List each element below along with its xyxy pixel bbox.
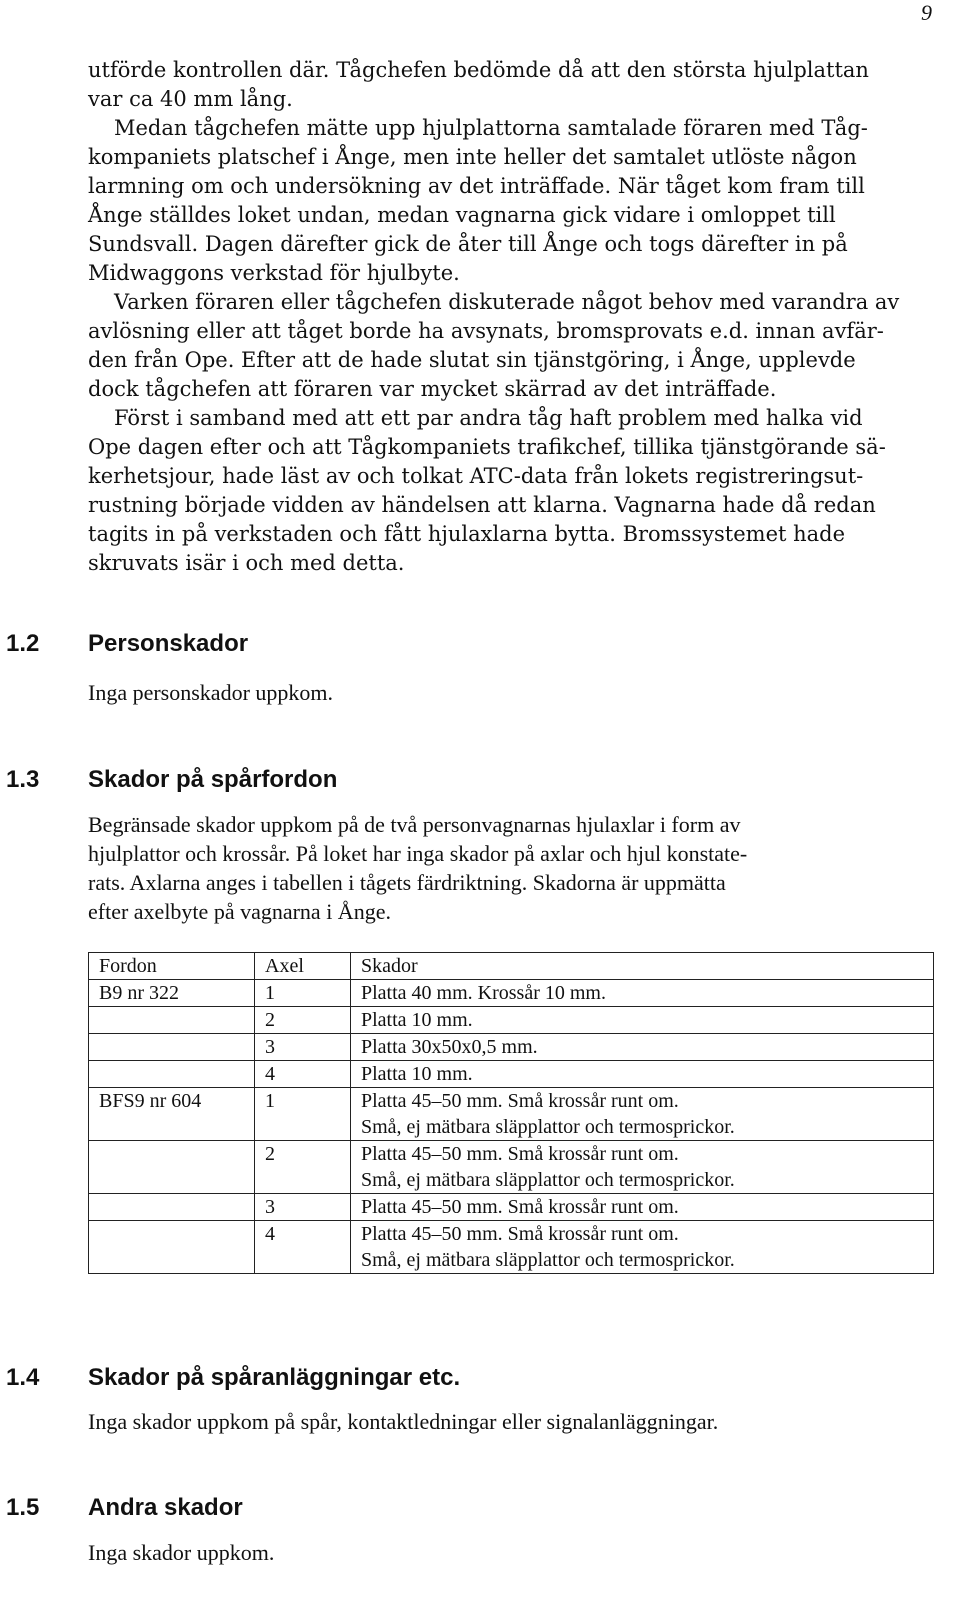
section-text: [88, 1407, 928, 1436]
text-line: rustning började vidden av händelsen att klarna. Vagnarna hade då redan: [88, 493, 876, 517]
text-line: den från Ope. Efter att de hade slutat sin tjänstgöring, i Ånge, upplevde: [88, 348, 856, 372]
text-line: kompaniets platschef i Ånge, men inte heller det samtalet utlöste någon: [88, 145, 857, 169]
text-line: Först i samband med att ett par andra tåg haft problem med halka vid: [114, 406, 863, 430]
damage-cell: [351, 1034, 934, 1061]
text-line: kerhetsjour, hade läst av och tolkat ATC-data från lokets registreringsut-: [88, 464, 864, 488]
section-heading: [0, 766, 960, 796]
section-number: 1.2: [6, 630, 40, 657]
text-line: efter axelbyte på vagnarna i Ånge.: [88, 899, 391, 924]
text-line: Midwaggons verkstad för hjulbyte.: [88, 261, 460, 285]
section-text: [88, 1538, 928, 1567]
damage-cell: [351, 1221, 934, 1274]
vehicle-cell: [89, 1007, 255, 1034]
text-line: tagits in på verkstaden och fått hjulaxlarna bytta. Bromssystemet hade: [88, 522, 846, 546]
section-title: Personskador: [88, 630, 249, 657]
text-line: utförde kontrollen där. Tågchefen bedömde då att den största hjulplattan: [88, 58, 869, 82]
damage-cell: [351, 1061, 934, 1088]
table-row: [89, 1221, 934, 1274]
text-line: skruvats isär i och med detta.: [88, 551, 405, 575]
text-line: var ca 40 mm lång.: [88, 87, 293, 111]
table-header-row: [89, 953, 934, 980]
damage-line: Platta 45–50 mm. Små krossår runt om.: [361, 1223, 679, 1245]
vehicle-cell: BFS9 nr 604: [89, 1088, 255, 1141]
text-line: Medan tågchefen mätte upp hjulplattorna samtalade föraren med Tåg-: [114, 116, 868, 140]
axle-cell: 4: [255, 1061, 351, 1088]
axle-cell: 4: [255, 1221, 351, 1274]
axle-cell: 1: [255, 1088, 351, 1141]
axle-cell: 1: [255, 980, 351, 1007]
text-line: Varken föraren eller tågchefen diskuterade något behov med varandra av: [114, 290, 900, 314]
table-row: [89, 1141, 934, 1194]
damage-cell: [351, 1007, 934, 1034]
text-line: Sundsvall. Dagen därefter gick de åter till Ånge och togs därefter in på: [88, 232, 848, 256]
damage-line: Platta 45–50 mm. Små krossår runt om.: [361, 1090, 679, 1112]
axle-cell: 3: [255, 1194, 351, 1221]
text-line: Inga skador uppkom.: [88, 1540, 275, 1565]
column-header: Skador: [351, 953, 934, 980]
section-text: [88, 810, 928, 926]
text-line: Ope dagen efter och att Tågkompaniets trafikchef, tillika tjänstgörande sä-: [88, 435, 886, 459]
section-number: 1.5: [6, 1494, 40, 1521]
damage-line: Små, ej mätbara släpplattor och termosprickor.: [361, 1169, 735, 1191]
text-line: Inga skador uppkom på spår, kontaktledningar eller signalanläggningar.: [88, 1409, 719, 1434]
text-line: rats. Axlarna anges i tabellen i tågets färdriktning. Skadorna är uppmätta: [88, 870, 726, 895]
vehicle-cell: [89, 1141, 255, 1194]
damage-cell: [351, 1088, 934, 1141]
body-text: [88, 56, 918, 578]
vehicle-cell: [89, 1221, 255, 1274]
text-line: avlösning eller att tåget borde ha avsynats, bromsprovats e.d. innan avfär-: [88, 319, 884, 343]
text-line: dock tågchefen att föraren var mycket skärrad av det inträffade.: [88, 377, 777, 401]
section-text: [88, 678, 928, 707]
table-row: [89, 1194, 934, 1221]
table-row: [89, 1034, 934, 1061]
section-heading: [0, 630, 960, 660]
section-number: 1.3: [6, 766, 40, 793]
column-header: Fordon: [89, 953, 255, 980]
table-row: [89, 1088, 934, 1141]
vehicle-cell: [89, 1061, 255, 1088]
section-heading: [0, 1364, 960, 1394]
table-row: [89, 980, 934, 1007]
damage-line: Platta 30x50x0,5 mm.: [361, 1036, 538, 1058]
damage-cell: [351, 1194, 934, 1221]
text-line: Inga personskador uppkom.: [88, 680, 334, 705]
table-row: [89, 1061, 934, 1088]
axle-cell: 3: [255, 1034, 351, 1061]
vehicle-cell: [89, 1034, 255, 1061]
damage-line: Platta 10 mm.: [361, 1009, 473, 1031]
damage-line: Små, ej mätbara släpplattor och termosprickor.: [361, 1249, 735, 1271]
damage-line: Platta 45–50 mm. Små krossår runt om.: [361, 1143, 679, 1165]
damage-line: Platta 10 mm.: [361, 1063, 473, 1085]
damage-line: Platta 45–50 mm. Små krossår runt om.: [361, 1196, 679, 1218]
damage-cell: [351, 1141, 934, 1194]
text-line: larmning om och undersökning av det inträffade. När tåget kom fram till: [88, 174, 865, 198]
vehicle-cell: B9 nr 322: [89, 980, 255, 1007]
damage-table: [88, 952, 934, 1274]
damage-line: Små, ej mätbara släpplattor och termosprickor.: [361, 1116, 735, 1138]
page-number: 9: [921, 0, 932, 25]
section-title: Andra skador: [88, 1494, 243, 1521]
text-line: Ånge ställdes loket undan, medan vagnarna gick vidare i omloppet till: [88, 203, 836, 227]
axle-cell: 2: [255, 1141, 351, 1194]
damage-cell: [351, 980, 934, 1007]
section-title: Skador på spåranläggningar etc.: [88, 1364, 461, 1391]
vehicle-cell: [89, 1194, 255, 1221]
section-title: Skador på spårfordon: [88, 766, 338, 793]
column-header: Axel: [255, 953, 351, 980]
text-line: hjulplattor och krossår. På loket har inga skador på axlar och hjul konstate-: [88, 841, 748, 866]
damage-line: Platta 40 mm. Krossår 10 mm.: [361, 982, 606, 1004]
section-number: 1.4: [6, 1364, 40, 1391]
table-row: [89, 1007, 934, 1034]
axle-cell: 2: [255, 1007, 351, 1034]
text-line: Begränsade skador uppkom på de två personvagnarnas hjulaxlar i form av: [88, 812, 741, 837]
section-heading: [0, 1494, 960, 1524]
